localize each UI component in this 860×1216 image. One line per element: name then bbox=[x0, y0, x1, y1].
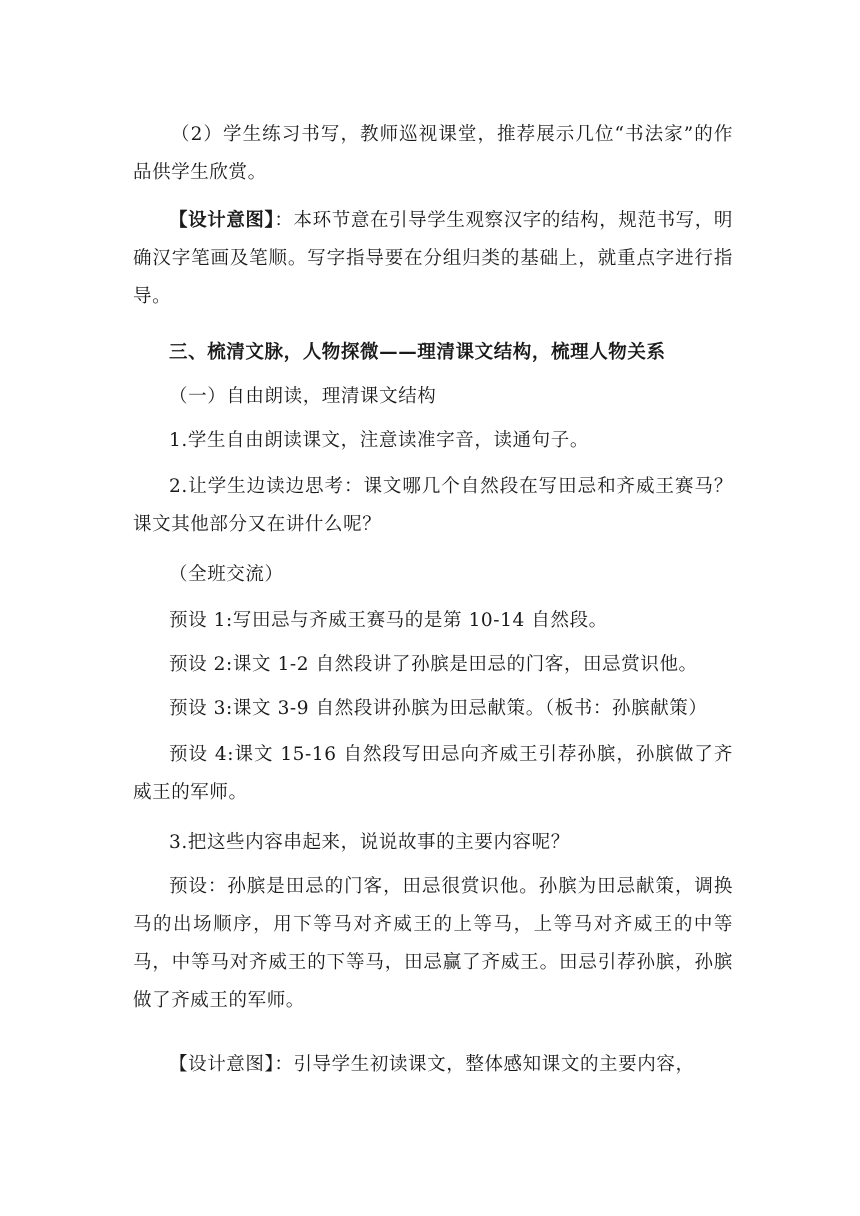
heading-text: 三、梳清文脉，人物探微——理清课文结构，梳理人物关系 bbox=[169, 342, 666, 363]
paragraph-design-intent-reading bbox=[133, 1046, 733, 1084]
paragraph-design-intent-writing bbox=[133, 202, 733, 316]
paragraph-text: 2.让学生边读边思考：课文哪几个自然段在写田忌和齐威王赛马？课文其他部分又在讲什么呢？ bbox=[133, 476, 733, 535]
paragraph-text: （全班交流） bbox=[169, 564, 284, 585]
step-two bbox=[133, 468, 733, 544]
design-intent-label: 【设计意图】 bbox=[169, 210, 275, 231]
paragraph-text: 预设 1:写田忌与齐威王赛马的是第 10-14 自然段。 bbox=[169, 610, 608, 631]
paragraph-text: （2）学生练习书写，教师巡视课堂，推荐展示几位“书法家”的作品供学生欣赏。 bbox=[133, 124, 733, 183]
paragraph-text: 3.把这些内容串起来，说说故事的主要内容呢？ bbox=[169, 832, 570, 853]
subsection-heading-one bbox=[133, 378, 733, 416]
design-intent-label: 【设计意图】 bbox=[169, 1054, 275, 1075]
preset-two bbox=[133, 646, 733, 684]
paragraph-text: 预设 3:课文 3-9 自然段讲孙膑为田忌献策。（板书：孙膑献策） bbox=[169, 698, 708, 719]
paragraph-text: 预设：孙膑是田忌的门客，田忌很赏识他。孙膑为田忌献策，调换马的出场顺序，用下等马对齐威王的上等马，上等马对齐威王的中等马，中等马对齐威王的下等马，田忌赢了齐威王。田忌引荐孙膑，孙膑做了齐威王的军师。 bbox=[133, 876, 733, 1011]
paragraph-text: ：本环节意在引导学生观察汉字的结构，规范书写，明确汉字笔画及笔顺。写字指导要在分组归类的基础上，就重点字进行指导。 bbox=[133, 210, 733, 307]
paragraph-text: 1.学生自由朗读课文，注意读准字音，读通句子。 bbox=[169, 430, 589, 451]
preset-three bbox=[133, 690, 733, 728]
step-three bbox=[133, 824, 733, 862]
class-discussion bbox=[133, 556, 733, 594]
paragraph-text: ：引导学生初读课文，整体感知课文的主要内容， bbox=[274, 1054, 695, 1075]
preset-four bbox=[133, 736, 733, 812]
section-heading-three bbox=[133, 334, 733, 372]
preset-summary bbox=[133, 868, 733, 1020]
heading-text: （一）自由朗读，理清课文结构 bbox=[169, 386, 437, 407]
step-one bbox=[133, 422, 733, 460]
paragraph-text: 预设 2:课文 1-2 自然段讲了孙膑是田忌的门客，田忌赏识他。 bbox=[169, 654, 698, 675]
preset-one bbox=[133, 602, 733, 640]
paragraph-text: 预设 4:课文 15-16 自然段写田忌向齐威王引荐孙膑，孙膑做了齐威王的军师。 bbox=[133, 744, 733, 803]
paragraph-practice-writing bbox=[133, 116, 733, 192]
